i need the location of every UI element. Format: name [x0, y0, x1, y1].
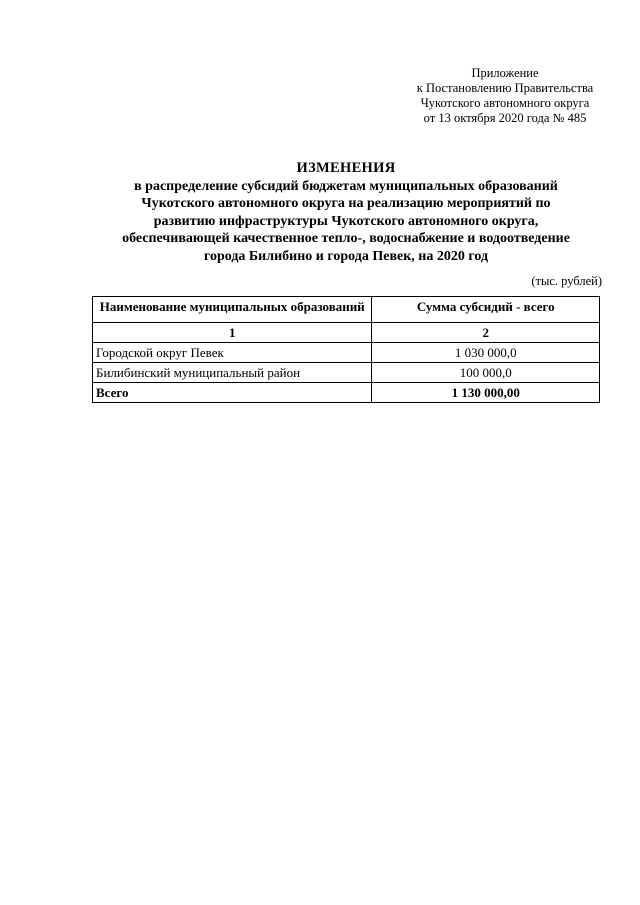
total-label: Всего: [93, 383, 372, 403]
row-name: Городской округ Певек: [93, 343, 372, 363]
column-number-2: 2: [372, 323, 600, 343]
row-amount: 1 030 000,0: [372, 343, 600, 363]
title-line-1: в распределение субсидий бюджетам муниципальных образований: [134, 178, 558, 194]
units-note: (тыс. рублей): [531, 274, 602, 288]
title-heading: ИЗМЕНЕНИЯ: [296, 160, 396, 176]
header-subsidy-sum: Сумма субсидий - всего: [372, 297, 600, 323]
title-line-3: развитию инфраструктуры Чукотского автономного округа,: [153, 213, 539, 229]
table-row: [93, 343, 600, 363]
column-number-1: 1: [93, 323, 372, 343]
total-amount: 1 130 000,00: [372, 383, 600, 403]
appendix-header: [400, 66, 610, 126]
table-row: [93, 363, 600, 383]
title-line-4: обеспечивающей качественное тепло-, водоснабжение и водоотведение: [122, 231, 570, 246]
column-number-row: [93, 323, 600, 343]
title-line-5: города Билибино и города Певек, на 2020 год: [203, 248, 489, 264]
document-title: [92, 160, 600, 265]
appendix-region: Чукотского автономного округа: [420, 96, 590, 110]
subsidy-table: [92, 296, 600, 403]
appendix-decree-ref: к Постановлению Правительства: [416, 81, 594, 95]
row-name: Билибинский муниципальный район: [93, 363, 372, 383]
table-header-row: [93, 297, 600, 323]
title-line-2: Чукотского автономного округа на реализацию мероприятий по: [141, 196, 551, 211]
total-row: [93, 383, 600, 403]
appendix-date-number: от 13 октября 2020 года № 485: [423, 111, 587, 125]
appendix-label: Приложение: [471, 66, 539, 80]
header-municipality: Наименование муниципальных образований: [93, 297, 372, 323]
row-amount: 100 000,0: [372, 363, 600, 383]
